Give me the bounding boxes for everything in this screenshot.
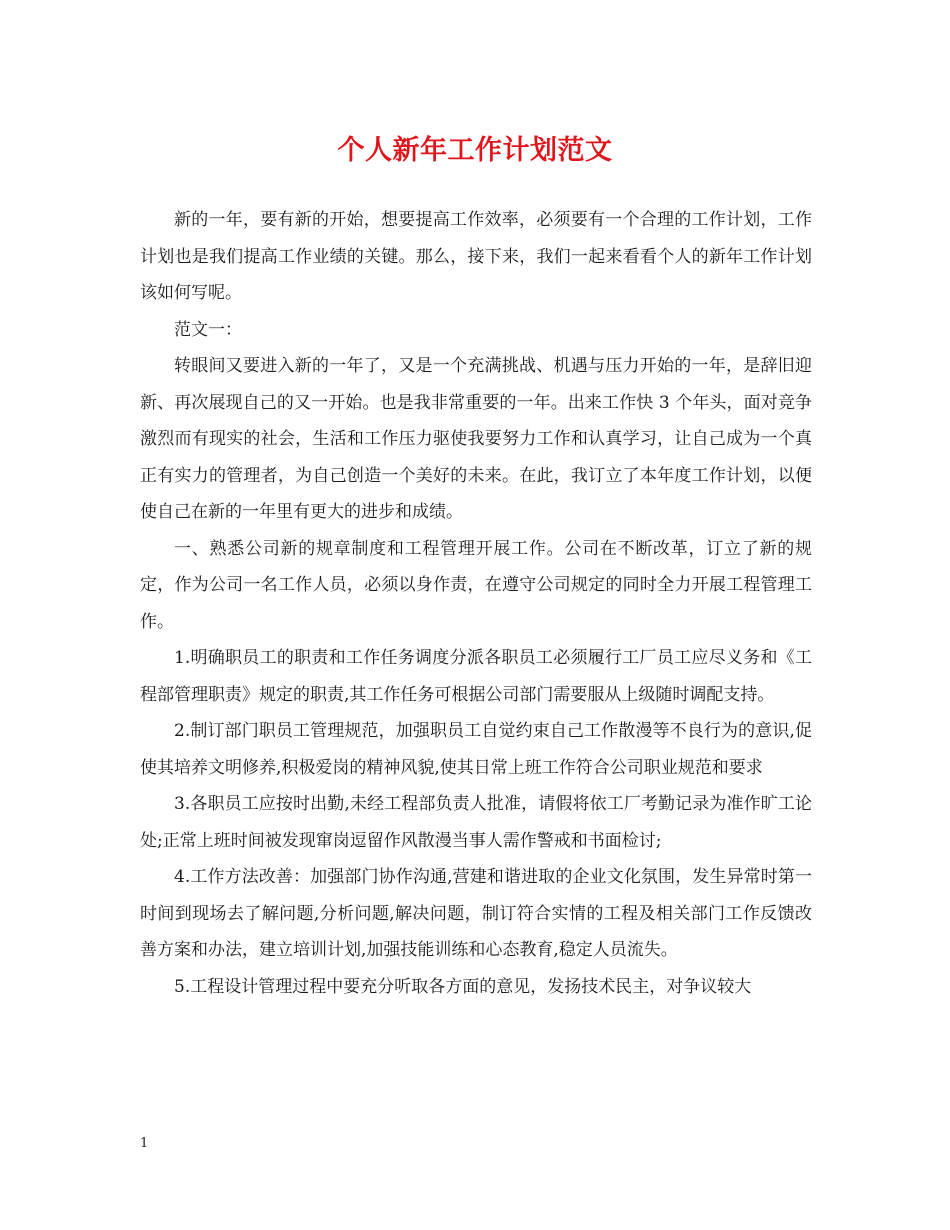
paragraph-intro: 新的一年，要有新的开始，想要提高工作效率，必须要有一个合理的工作计划，工作计划也是我们提高工作业绩的关键。那么，接下来，我们一起来看看个人的新年工作计划该如何写呢。 <box>140 210 812 303</box>
paragraph-section-one: 一、熟悉公司新的规章制度和工程管理开展工作。公司在不断改革，订立了新的规定，作为公司一名工作人员，必须以身作责，在遵守公司规定的同时全力开展工程管理工作。 <box>140 538 812 632</box>
page-number: 1 <box>140 1136 149 1151</box>
paragraph-item-4: 4.工作方法改善：加强部门协作沟通,营建和谐进取的企业文化氛围，发生异常时第一时间到现场去了解问题,分析问题,解决问题，制订符合实情的工程及相关部门工作反馈改善方案和办法，建立培训计划,加强技能训练和心态教育,稳定人员流失。 <box>140 867 812 960</box>
paragraph-item-3: 3.各职员工应按时出勤,未经工程部负责人批准，请假将依工厂考勤记录为准作旷工论处;正常上班时间被发现窜岗逗留作风散漫当事人需作警戒和书面检讨; <box>140 794 812 851</box>
paragraph-sample-heading: 范文一： <box>174 319 242 340</box>
paragraph-item-2: 2.制订部门职员工管理规范，加强职员工自觉约束自己工作散漫等不良行为的意识,促使其培养文明修养,积极爱岗的精神风貌,使其日常上班工作符合公司职业规范和要求 <box>140 721 812 778</box>
document-body <box>140 202 812 1005</box>
paragraph-item-1: 1.明确职员工的职责和工作任务调度分派各职员工必须履行工厂员工应尽义务和《工程部管理职责》规定的职责,其工作任务可根据公司部门需要服从上级随时调配支持。 <box>140 648 812 705</box>
document-title: 个人新年工作计划范文 <box>337 135 613 166</box>
paragraph-item-5: 5.工程设计管理过程中要充分听取各方面的意见，发扬技术民主，对争议较大 <box>174 976 752 997</box>
paragraph-opening: 转眼间又要进入新的一年了，又是一个充满挑战、机遇与压力开始的一年，是辞旧迎新、再次展现自己的又一开始。也是我非常重要的一年。出来工作快 3 个年头，面对竞争激烈而有现实的社会，生活和工作压力驱使我要努力工作和认真学习，让自己成为一个真正有实力的管理者，为自己创造一个美好的未来。在此，我订立了本年度工作计划，以便使自己在新的一年里有更大的进步和成绩。 <box>140 356 812 522</box>
